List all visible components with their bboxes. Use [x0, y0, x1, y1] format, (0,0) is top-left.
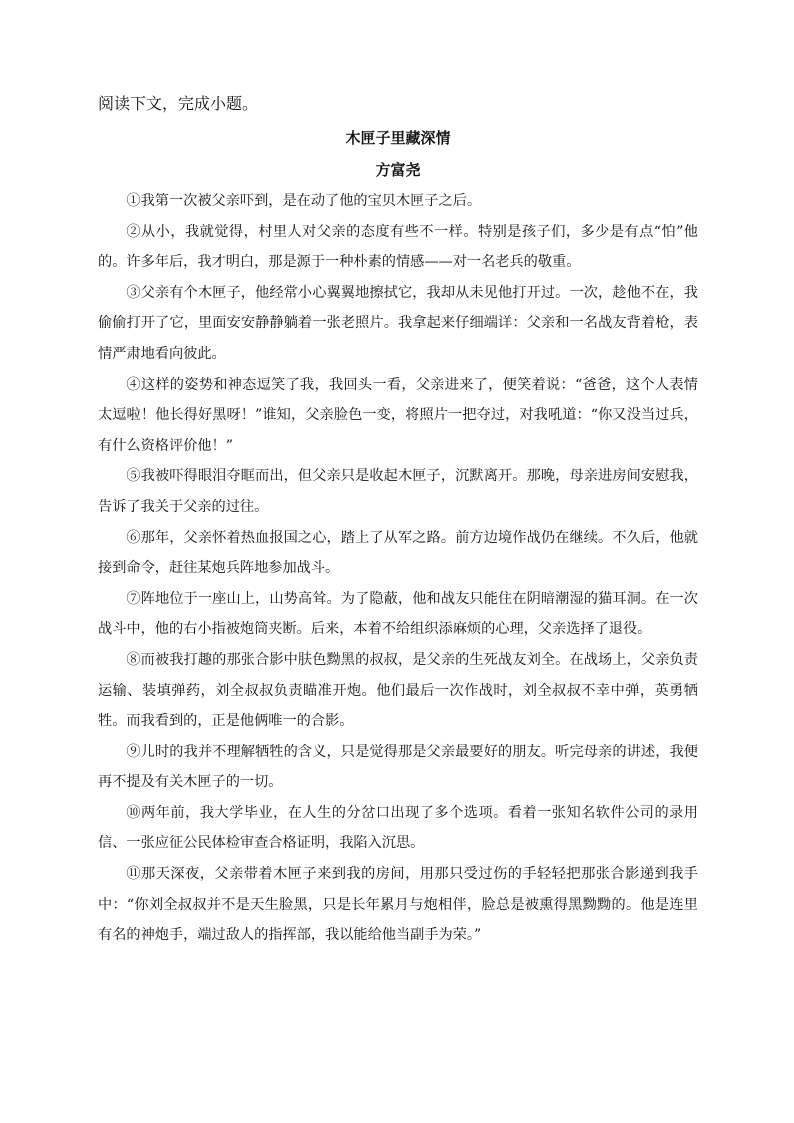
reading-instruction: 阅读下文，完成小题。: [98, 94, 259, 113]
paragraph-11: ⑪那天深夜，父亲带着木匣子来到我的房间，用那只受过伤的手轻轻把那张合影递到我手中：“你刘全叔叔并不是天生脸黑，只是长年累月与炮相伴，脸总是被熏得黑黝黝的。他是连里有名的神炮手，端过敌人的指挥部，我以能给他当副手为荣。”: [98, 866, 698, 944]
article-body: [98, 186, 698, 951]
paragraph-3: ③父亲有个木匣子，他经常小心翼翼地擦拭它，我却从未见他打开过。一次，趁他不在，我偷偷打开了它，里面安安静静躺着一张老照片。我拿起来仔细端详：父亲和一名战友背着枪，表情严肃地看向彼此。: [98, 284, 698, 362]
paragraph-1: ①我第一次被父亲吓到，是在动了他的宝贝木匣子之后。: [126, 193, 482, 209]
paragraph-9: ⑨儿时的我并不理解牺牲的含义，只是觉得那是父亲最要好的朋友。听完母亲的讲述，我便再不提及有关木匣子的一切。: [98, 743, 698, 791]
paragraph-5: ⑤我被吓得眼泪夺眶而出，但父亲只是收起木匣子，沉默离开。那晚，母亲进房间安慰我，告诉了我关于父亲的过往。: [98, 468, 698, 515]
paragraph-8: ⑧而被我打趣的那张合影中肤色黝黑的叔叔，是父亲的生死战友刘全。在战场上，父亲负责运输、装填弹药，刘全叔叔负责瞄准开炮。他们最后一次作战时，刘全叔叔不幸中弹，英勇牺牲。而我看到的，正是他俩唯一的合影。: [98, 651, 698, 730]
paragraph-4: ④这样的姿势和神态逗笑了我，我回头一看，父亲进来了，便笑着说：“爸爸，这个人表情太逗啦！他长得好黑呀！”谁知，父亲脸色一变，将照片一把夺过，对我吼道：“你又没当过兵，有什么资格评价他！”: [98, 376, 698, 454]
article-author: 方富尧: [375, 161, 421, 179]
paragraph-2: ②从小，我就觉得，村里人对父亲的态度有些不一样。特别是孩子们，多少是有点“怕”他的。许多年后，我才明白，那是源于一种朴素的情感——对一名老兵的敬重。: [98, 223, 698, 271]
article-title: 木匣子里藏深情: [345, 129, 451, 147]
paragraph-10: ⑩两年前，我大学毕业，在人生的分岔口出现了多个选项。看着一张知名软件公司的录用信、一张应征公民体检审查合格证明，我陷入沉思。: [98, 804, 698, 852]
paragraph-6: ⑥那年，父亲怀着热血报国之心，踏上了从军之路。前方边境作战仍在继续。不久后，他就接到命令，赶往某炮兵阵地参加战斗。: [98, 529, 698, 577]
paragraph-7: ⑦阵地位于一座山上，山势高耸。为了隐蔽，他和战友只能住在阴暗潮湿的猫耳洞。在一次战斗中，他的右小指被炮筒夹断。后来，本着不给组织添麻烦的心理，父亲选择了退役。: [98, 590, 698, 638]
